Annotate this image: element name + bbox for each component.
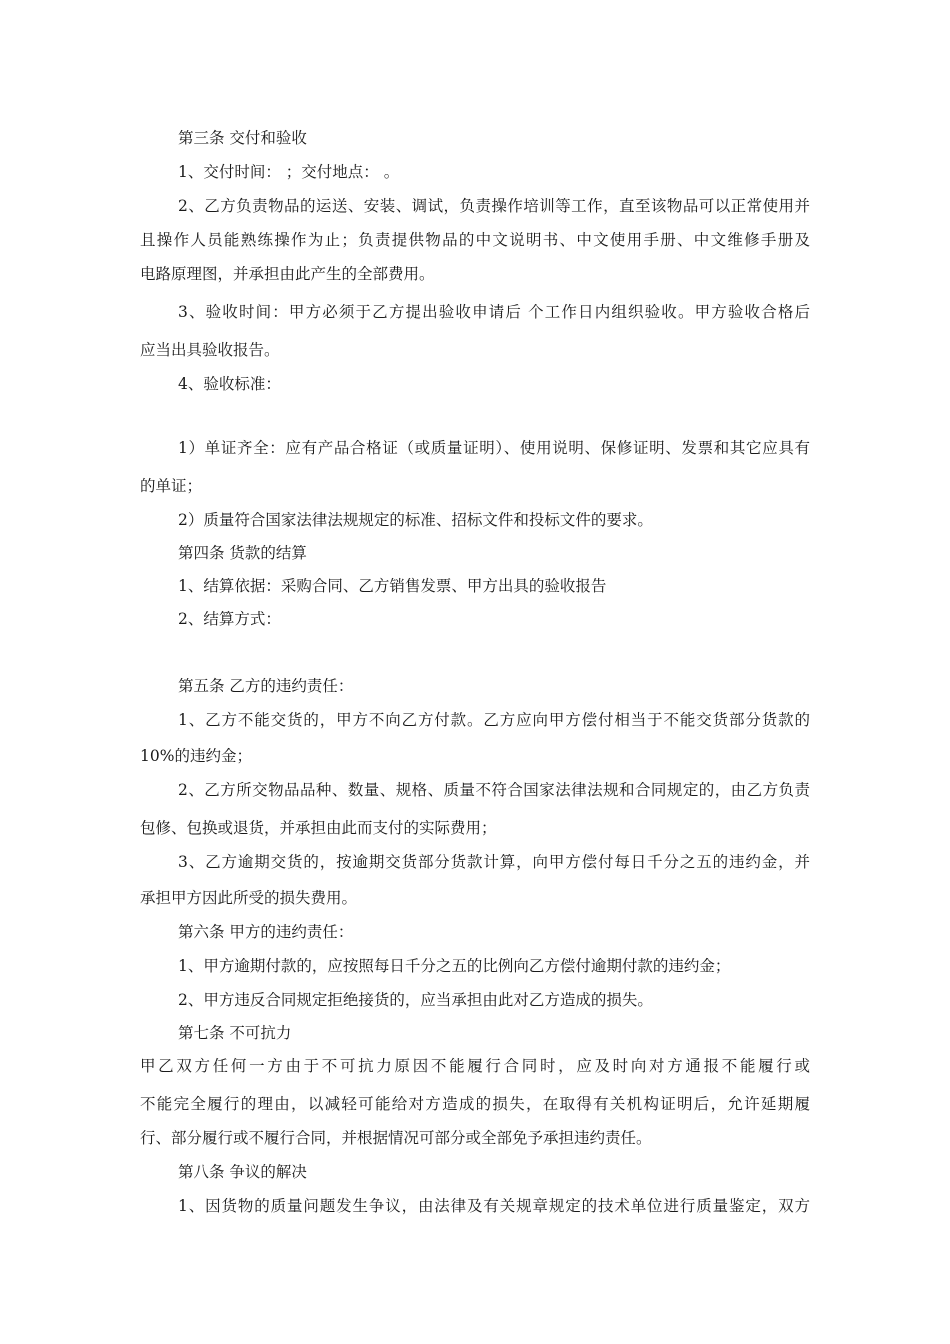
section-3-clause-2-line-1: 2、乙方负责物品的运送、安装、调试，负责操作培训等工作，直至该物品可以正常使用并 (178, 197, 810, 215)
section-7-body-line-1: 甲乙双方任何一方由于不可抗力原因不能履行合同时，应及时向对方通报不能履行或 (140, 1057, 810, 1075)
section-7-body-line-2: 不能完全履行的理由，以减轻可能给对方造成的损失，在取得有关机构证明后，允许延期履 (140, 1095, 810, 1113)
section-3-clause-3-line-2: 应当出具验收报告。 (140, 341, 280, 359)
section-5-clause-3-line-1: 3、乙方逾期交货的，按逾期交货部分货款计算，向甲方偿付每日千分之五的违约金，并 (178, 853, 810, 871)
section-5-clause-3-line-2: 承担甲方因此所受的损失费用。 (140, 889, 358, 907)
acceptance-standard-heading: 4、验收标准： (178, 375, 281, 393)
section-5-clause-1-line-2: 10%的违约金； (140, 747, 252, 765)
section-7-body-line-3: 行、部分履行或不履行合同，并根据情况可部分或全部免予承担违约责任。 (140, 1129, 652, 1147)
section-3-heading: 第三条 交付和验收 (178, 129, 307, 147)
delivery-time-place: 1、交付时间： ；交付地点： 。 (178, 163, 400, 181)
section-7-heading: 第七条 不可抗力 (178, 1024, 292, 1042)
section-6-heading: 第六条 甲方的违约责任： (178, 923, 354, 941)
standard-2: 2）质量符合国家法律法规规定的标准、招标文件和投标文件的要求。 (178, 511, 653, 529)
section-4-clause-1: 1、结算依据：采购合同、乙方销售发票、甲方出具的验收报告 (178, 577, 607, 595)
section-5-clause-2-line-2: 包修、包换或退货，并承担由此而支付的实际费用； (140, 819, 497, 837)
section-4-heading: 第四条 货款的结算 (178, 544, 307, 562)
section-5-heading: 第五条 乙方的违约责任： (178, 677, 354, 695)
section-3-clause-2-line-3: 电路原理图，并承担由此产生的全部费用。 (140, 265, 435, 283)
section-6-clause-1: 1、甲方逾期付款的，应按照每日千分之五的比例向乙方偿付逾期付款的违约金； (178, 957, 731, 975)
standard-1-line-2: 的单证； (140, 477, 203, 495)
standard-1-line-1: 1）单证齐全：应有产品合格证（或质量证明）、使用说明、保修证明、发票和其它应具有 (178, 439, 810, 457)
section-5-clause-2-line-1: 2、乙方所交物品品种、数量、规格、质量不符合国家法律法规和合同规定的，由乙方负责 (178, 781, 810, 799)
section-4-clause-2: 2、结算方式： (178, 610, 281, 628)
section-3-clause-3-line-1: 3、验收时间：甲方必须于乙方提出验收申请后 个工作日内组织验收。甲方验收合格后 (178, 303, 810, 321)
section-8-clause-1-line-1: 1、因货物的质量问题发生争议，由法律及有关规章规定的技术单位进行质量鉴定，双方 (178, 1197, 810, 1215)
section-6-clause-2: 2、甲方违反合同规定拒绝接货的，应当承担由此对乙方造成的损失。 (178, 991, 653, 1009)
section-5-clause-1-line-1: 1、乙方不能交货的，甲方不向乙方付款。乙方应向甲方偿付相当于不能交货部分货款的 (178, 711, 810, 729)
section-3-clause-2-line-2: 且操作人员能熟练操作为止；负责提供物品的中文说明书、中文使用手册、中文维修手册及 (140, 231, 810, 249)
section-8-heading: 第八条 争议的解决 (178, 1163, 307, 1181)
